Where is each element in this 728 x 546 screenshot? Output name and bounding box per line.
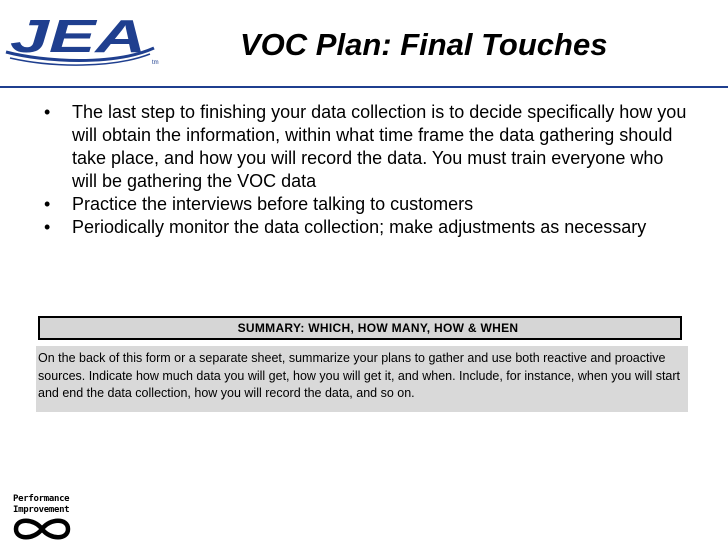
- bullet-dot: •: [44, 194, 51, 214]
- summary-body: [36, 346, 688, 412]
- bullet-list: [44, 101, 692, 239]
- logo-text: JEA: [10, 10, 146, 62]
- slide-title: VOC Plan: Final Touches: [240, 27, 608, 62]
- bullet-text: Practice the interviews before talking to customers: [72, 194, 474, 214]
- bullet-item: [44, 193, 692, 216]
- title-divider: [0, 86, 728, 88]
- performance-improvement-badge: [10, 494, 76, 546]
- summary-body-text: On the back of this form or a separate sheet, summarize your plans to gather and use both reactive and proactive sources. Indicate how much data you will get, how you will get it, and when. Include, for instance, when you will start and end the data collection, how you will record the data, and so on.: [38, 351, 680, 400]
- infinity-icon: [10, 516, 74, 542]
- badge-line-performance: Performance: [13, 494, 70, 504]
- logo-trademark: tm: [152, 60, 159, 66]
- summary-header-text: SUMMARY: WHICH, HOW MANY, HOW & WHEN: [237, 321, 519, 335]
- badge-line-improvement: Improvement: [13, 505, 70, 515]
- bullet-text: The last step to finishing your data collection is to decide specifically how you will obtain the information, within what time frame the data gathering should take place, and how you will record the data. You must train everyone who will be gathering the VOC data: [72, 102, 687, 191]
- bullet-dot: •: [44, 102, 51, 122]
- bullet-item: [44, 101, 692, 193]
- bullet-dot: •: [44, 217, 51, 237]
- jea-logo: [4, 8, 164, 68]
- bullet-item: [44, 216, 692, 239]
- summary-header-bar: [38, 316, 682, 340]
- bullet-text: Periodically monitor the data collection; make adjustments as necessary: [72, 217, 647, 237]
